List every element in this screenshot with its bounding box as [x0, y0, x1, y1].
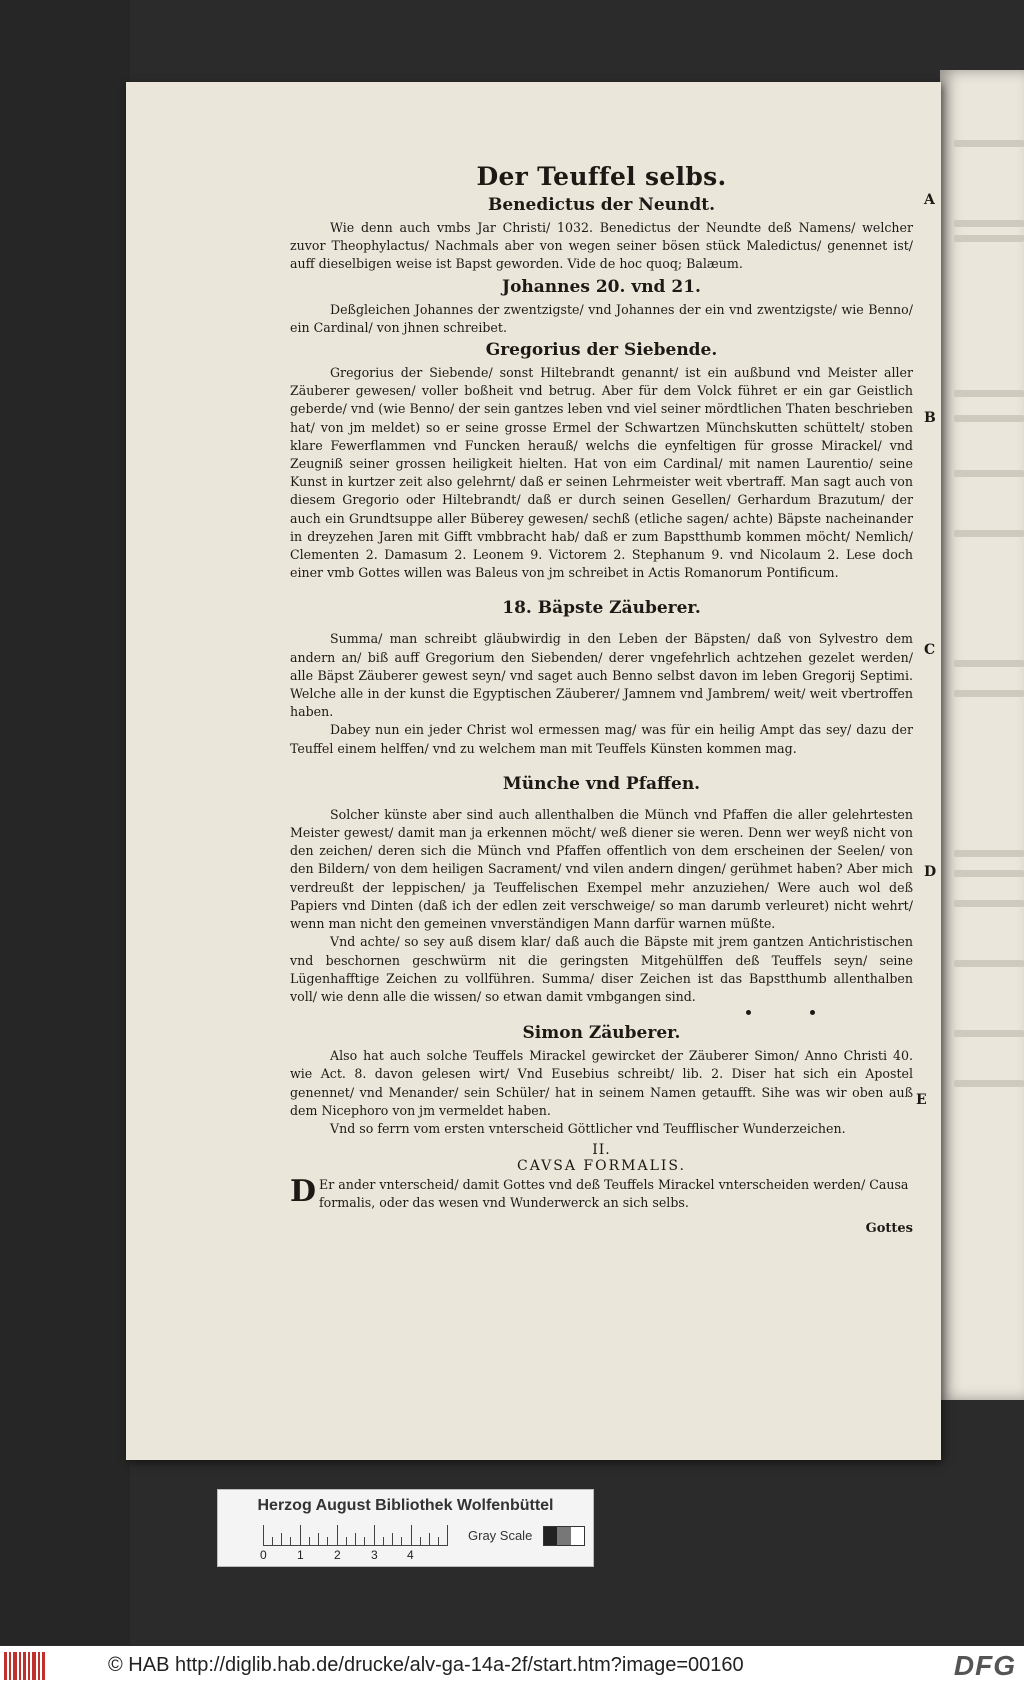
bleed-through-line: [954, 690, 1024, 697]
ruler-tick: [327, 1537, 328, 1545]
margin-letter-b: B: [924, 410, 936, 426]
bleed-through-line: [954, 850, 1024, 857]
gray-swatch: [557, 1527, 570, 1545]
bleed-through-line: [954, 140, 1024, 147]
ornament-dots: [290, 1006, 913, 1020]
margin-letter-a: A: [924, 192, 935, 208]
ruler-tick: [401, 1537, 402, 1545]
ruler-tick: [420, 1537, 421, 1545]
color-scale-card: [217, 1489, 594, 1567]
bleed-through-line: [954, 660, 1024, 667]
bleed-through-line: [954, 870, 1024, 877]
ruler-number: 1: [297, 1548, 304, 1562]
ruler-tick: [337, 1525, 338, 1545]
bleed-through-line: [954, 470, 1024, 477]
gray-scale-label: Gray Scale: [468, 1528, 533, 1543]
bleed-through-line: [954, 960, 1024, 967]
bleed-through-line: [954, 1080, 1024, 1087]
section-paragraph: Vnd achte/ so sey auß disem klar/ daß auch die Bäpste mit jrem gantzen Antichristischen vnd beschornen geschwürm nit die geringsten Mitgehülffen deß Teuffels seyn/ seine Lügenhafftige Zeichen zu vollführen. Summa/ diser Zeichen ist das Bapstthumb allenthalben voll/ wie denn alle die wissen/ so etwan damit vmbgangen sind.: [290, 934, 913, 1004]
ruler-number: 3: [371, 1548, 378, 1562]
ruler-tick: [392, 1533, 393, 1545]
ruler-tick: [290, 1537, 291, 1545]
ruler-tick: [300, 1525, 301, 1545]
ruler-tick: [318, 1533, 319, 1545]
facing-page: [940, 70, 1024, 1400]
section-title: Gregorius der Siebende.: [485, 340, 718, 361]
barcode-icon: [4, 1652, 46, 1680]
section-title: Johannes 20. vnd 21.: [502, 276, 701, 297]
bleed-through-line: [954, 415, 1024, 422]
bleed-through-line: [954, 530, 1024, 537]
section-title: 18. Bäpste Zäuberer.: [502, 598, 701, 619]
bleed-through-line: [954, 1030, 1024, 1037]
ruler-tick: [309, 1537, 310, 1545]
copyright-url: © HAB http://diglib.hab.de/drucke/alv-ga-14a-2f/start.htm?image=00160: [108, 1654, 744, 1676]
measurement-ruler: [263, 1525, 448, 1546]
part-number: II.: [592, 1142, 611, 1159]
ruler-number: 0: [260, 1548, 267, 1562]
section-paragraph: Summa/ man schreibt gläubwirdig in den Leben der Bäpsten/ daß von Sylvestro dem andern an/ biß auff Gregorium den Siebenden/ derer vngefehrlich achtzehen gezelet werden/ alle Bäpst Zäuberer gewest seyn/ vnd saget auch Benno selbst davon im leben Gregorij Septimi. Welche alle in der kunst die Egyptischen Zäuberer/ Jamnem vnd Jambrem/ weit/ weit vbertroffen haben.: [290, 631, 913, 720]
margin-letter-d: D: [924, 864, 937, 880]
part-title: CAVSA FORMALIS.: [517, 1158, 686, 1175]
ruler-tick: [383, 1537, 384, 1545]
section-paragraph: Deßgleichen Johannes der zwentzigste/ vnd Johannes der ein vnd zwentzigste/ wie Benno/ ein Cardinal/ von jhnen schreibet.: [290, 301, 913, 335]
gray-swatch: [571, 1527, 584, 1545]
bleed-through-line: [954, 235, 1024, 242]
ruler-tick: [346, 1537, 347, 1545]
ruler-number: 4: [407, 1548, 414, 1562]
section-paragraph: Also hat auch solche Teuffels Mirackel gewircket der Zäuberer Simon/ Anno Christi 40. wie Act. 8. davon gelesen wirt/ Vnd Eusebius schreibt/ lib. 2. Diser hat sich ein Apostel genennet/ vnd Menander/ sein Schüler/ hat in seinem Namen getaufft. Sihe was wir oben auß dem Nicephoro von jm vermeldet haben.: [290, 1048, 913, 1118]
final-paragraph: [290, 1176, 913, 1212]
dfg-logo: DFG: [953, 1650, 1016, 1681]
ruler-tick: [374, 1525, 375, 1545]
margin-letter-e: E: [916, 1092, 927, 1108]
final-text: Er ander vnterscheid/ damit Gottes vnd deß Teuffels Mirackel vnterscheiden werden/ Causa formalis, oder das wesen vnd Wunderwerck an sich selbs.: [319, 1177, 909, 1211]
section-paragraph: Solcher künste aber sind auch allenthalben die Münch vnd Pfaffen die aller gelehrtesten Meister gewest/ damit man ja erkennen möcht/ weß diener sie weren. Denn wer weyß nicht von den zeichen/ deren sich die Münch vnd Pfaffen offentlich von dem erscheinen der Seelen/ von den Bildern/ von dem heiligen Sacrament/ vnd vilen andern dingen/ gerühmet haben? Aber mich verdreußt der leppischen/ ja Teuffelischen Exempel mehr anzuziehen/ Were auch wol deß Papiers vnd Dinten (daß ich der edlen zeit verschweige/ so man darumb verleuret) nicht wehrt/ wenn man nicht den gemeinen vnverständigen Mann darfür warnen müßte.: [290, 806, 913, 932]
gray-scale-swatches: [543, 1526, 585, 1546]
ruler-tick: [355, 1533, 356, 1545]
ornament-dot: [746, 1010, 751, 1015]
ruler-tick: [364, 1537, 365, 1545]
section-title: Simon Zäuberer.: [522, 1023, 681, 1044]
ruler-tick: [429, 1533, 430, 1545]
ornament-dot: [810, 1010, 815, 1015]
section-title: Münche vnd Pfaffen.: [502, 773, 701, 794]
section-paragraph: Gregorius der Siebende/ sonst Hiltebrandt genannt/ ist ein außbund vnd Meister aller Zäuberer gewesen/ voller boßheit vnd betrug. Aber für dem Volck führet er ein gar Geistlich geberde/ vnd (wie Benno/ der sein gantzes leben vnd viel seiner mördtlichen Thaten beschrieben hat/ von jm meldet) so er seine grosse Ermel der Schwartzen Münchskutten schüttelt/ stoben klare Fewerflammen vnd Funcken herauß/ welchs die eynfeltigen für grosse Mirackel/ vnd Zeugniß seiner grossen heiligkeit hielten. Hat von eim Cardinal/ mit namen Laurentio/ seine Kunst in kurtzer zeit also gelehrnt/ daß er seinen Lehrmeister weit vbertraff. Man sagt auch von diesem Gregorio oder Hiltebrandt/ daß er durch seinen Gesellen/ Gerhardum Brazutum/ der auch ein Grundtsuppe aller Büberey gewesen/ sechß (etliche sagen/ achte) Bäpste nacheinander in dreyzehen Jaren mit Gifft vmbbracht hab/ daß er zum Bapstthumb kommen möcht/ Nemlich/ Clementen 2. Damasum 2. Leonem 9. Victorem 2. Stephanum 9. vnd Nicolaum 2. Lese doch einer vmb Gottes willen was Baleus von jm schreibet in Actis Romanorum Pontificum.: [290, 365, 913, 581]
bleed-through-line: [954, 220, 1024, 227]
ruler-tick: [272, 1537, 273, 1545]
dark-background: [0, 0, 130, 1645]
section-title: Benedictus der Neundt.: [487, 195, 716, 215]
bleed-through-line: [954, 390, 1024, 397]
section-paragraph: Wie denn auch vmbs Jar Christi/ 1032. Benedictus der Neundte deß Namens/ welcher zuvor Theophylactus/ Nachmals aber von wegen seiner bösen stück Maledictus/ genennet ist/ auff dieselbigen weise ist Bapst geworden. Vide de hoc quoq; Balæum.: [290, 220, 913, 272]
page-text: [290, 162, 913, 1236]
section-paragraph: Vnd so ferrn vom ersten vnterscheid Göttlicher vnd Teufflischer Wunderzeichen.: [330, 1120, 846, 1136]
ruler-tick: [438, 1537, 439, 1545]
book-page: [126, 82, 941, 1460]
ruler-tick: [411, 1525, 412, 1545]
margin-letter-c: C: [924, 642, 936, 658]
scale-card-title: Herzog August Bibliothek Wolfenbüttel: [257, 1497, 554, 1514]
ruler-number: 2: [334, 1548, 341, 1562]
drop-cap: D: [290, 1174, 317, 1210]
section-paragraph: Dabey nun ein jeder Christ wol ermessen mag/ was für ein heilig Ampt das sey/ dazu der Teuffel einem helffen/ vnd zu welchem man mit Teuffels Künsten kommen mag.: [290, 722, 913, 756]
ruler-tick: [447, 1525, 448, 1545]
catchword: Gottes: [865, 1220, 913, 1236]
running-head: Der Teuffel selbs.: [476, 162, 727, 191]
bleed-through-line: [954, 900, 1024, 907]
footer-bar: [0, 1646, 1024, 1686]
ruler-tick: [263, 1525, 264, 1545]
gray-swatch: [544, 1527, 557, 1545]
ruler-tick: [281, 1533, 282, 1545]
